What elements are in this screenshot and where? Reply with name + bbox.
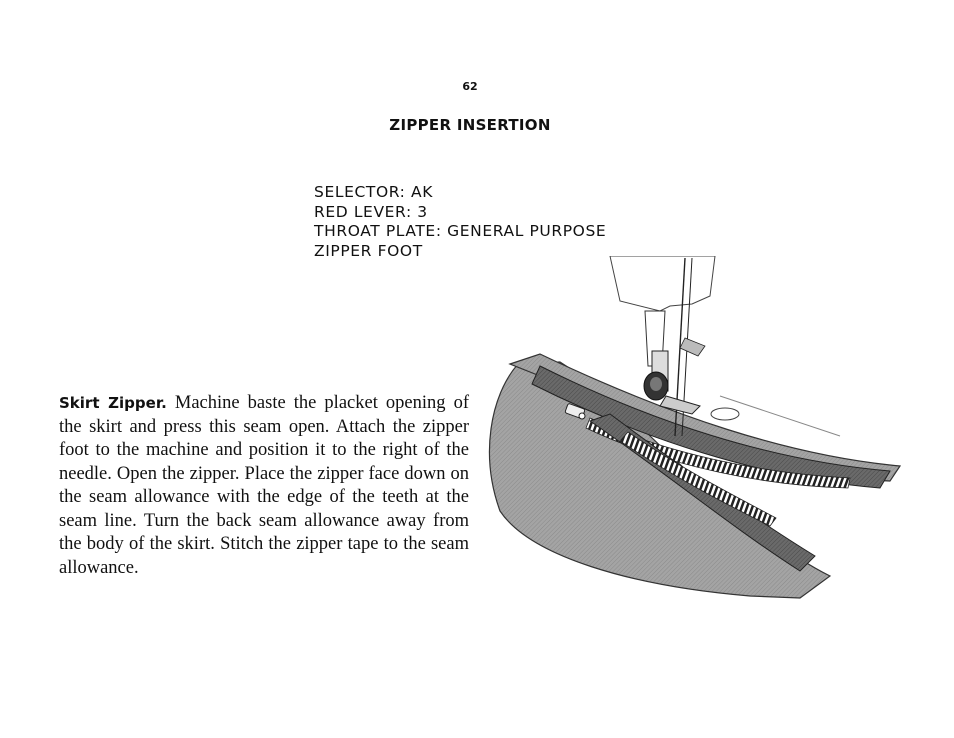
- instruction-paragraph: [59, 392, 469, 580]
- machine-settings: [314, 183, 606, 261]
- page-number: 62: [462, 80, 478, 93]
- zipper-insertion-illustration: [470, 256, 910, 606]
- setting-selector: SELECTOR: AK: [314, 183, 433, 201]
- setting-throat-plate: THROAT PLATE: GENERAL PURPOSE: [314, 222, 607, 240]
- throat-plate-icon: [711, 408, 739, 420]
- paragraph-lead: Skirt Zipper.: [59, 394, 167, 412]
- setting-presser-foot: ZIPPER FOOT: [314, 241, 423, 260]
- setting-red-lever: RED LEVER: 3: [314, 202, 428, 221]
- section-title: ZIPPER INSERTION: [389, 116, 551, 134]
- paragraph-text: Machine baste the placket opening of the skirt and press this seam open. Attach the zipper foot to the machine and position it to the right of the needle. Open the zipper. Place the zipper face down on the seam allowance with the edge of the teeth at the seam line. Turn the back seam allowance away from the body of the skirt. Stitch the zipper tape to the seam allowance.: [59, 393, 469, 578]
